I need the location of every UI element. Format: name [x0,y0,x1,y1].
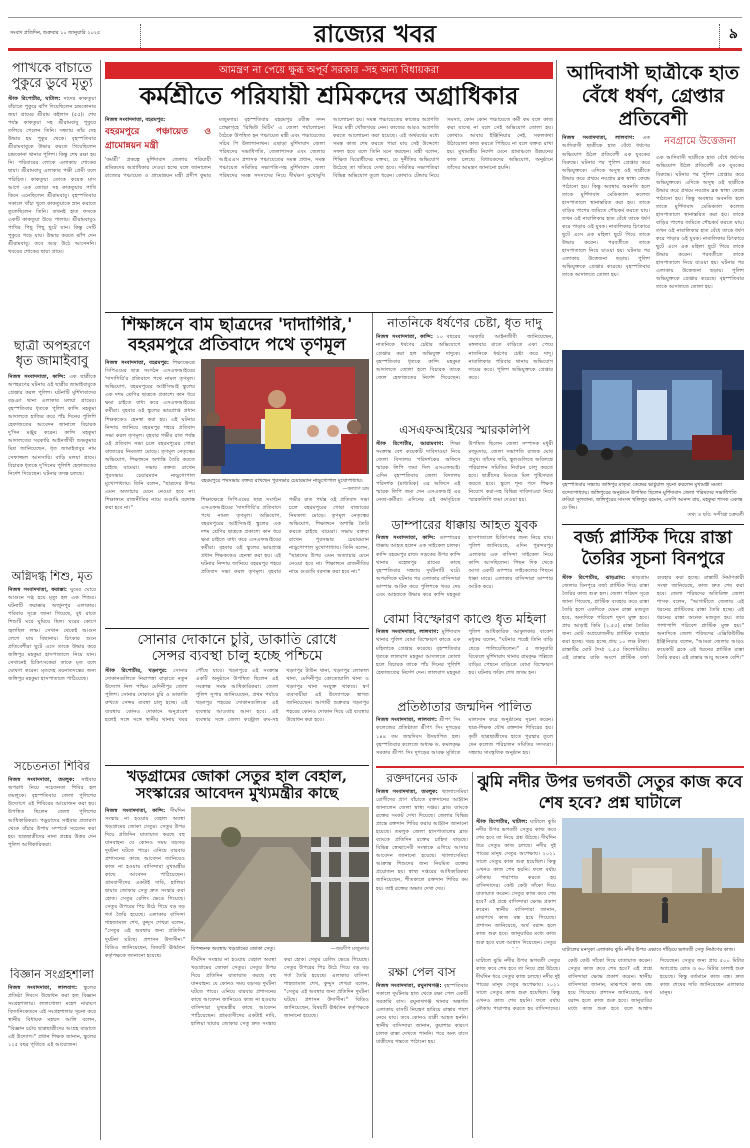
photo-caption: ঘাটালের মনসুকা এলাকায় ঝুমি নদীর উপর এভাবে দাঁড়িয়ে ভগবতী সেতু নির্মাণের কাজ। [562,946,735,953]
section-rule [105,765,369,766]
headline: এসএফআইয়ের স্মারকলিপি [399,424,530,437]
story-rasta [562,528,744,764]
story-bigyan [8,968,96,1140]
story-karmashree [105,82,553,308]
dateline: নিজস্ব সংবাদদাতা, বহরমপুর: [105,360,169,367]
photo-caption: বিপজ্জনক অবস্থায় খড়গ্রামের জোকা সেতু। [191,945,275,952]
story-body [8,984,96,1049]
dateline: স্টাফ রিপোর্টার, ঝাড়গ্রাম: [562,574,626,581]
headline: বোমা বিস্ফোরণ কাণ্ডে ধৃত মহিলা [382,612,547,626]
story-body [105,667,369,757]
body-text: থ্যালাসেমিয়া রোগীদের প্রাণ বাঁচাতে রক্তদানের আহ্বান জানালেন জেলা স্বাস্থ্য দপ্তর। ব্লাড ব্যাংকে রক্তের সংকট দেখা দিয়েছে। জেলার বিভিন্ন প্রান্তে রক্তদান শিবির করার আহ্বান জানানো হয়েছে। তমলুক জেলা হাসপাতালের ব্লাড ব্যাংকে প্রতিদিন রক্তের চাহিদা বাড়ছে। বিভিন্ন স্বেচ্ছাসেবী সংস্থাকে এগিয়ে আসার আবেদন জানানো হয়েছে। থ্যালাসেমিয়া আক্রান্ত শিশুদের জন্য নিয়মিত রক্তের প্রয়োজন হয়। স্বাস্থ্য দপ্তরের আধিকারিকরা জানিয়েছেন, শীতকালে রক্তদান শিবির কম হয়। তাই রক্তের অভাব দেখা দেয়। [376,788,468,892]
photo-caption: বৃহস্পতিবার সন্ধ্যায় জঙ্গিপুর মাতৃমা কেন্দ্রের ভার্চুয়াল সূচনা করলেন মুখ্যমন্ত্রী মমতা বন্দ্যোপাধ্যায়। জঙ্গিপুরের অনুষ্ঠানে উপস্থিত ছিলেন মুর্শিদাবাদ জেলা পরিষদের সভাধিপতি রুবিয়া সুলতানা, জঙ্গিপুরের সাংসদ খলিলুর রহমান, এসপি আনন্দ রায়, মহকুমা শাসক একান্ত ঢে সিং। [562,482,743,511]
body-text: 'কর্মশ্রী' প্রকল্পে মুর্শিদাবাদ জেলার পরিযায়ী শ্রমিকদের অগ্রাধিকার দেওয়া হচ্ছে বলে জানালেন রাজ্যের পঞ্চায়েত ও গ্রামোন্নয়ন মন্ত্রী প্রদীপ কুমার মজুমদার। বৃহস্পতিবার বহরমপুর রবীন্দ্র সদন প্রেক্ষাগৃহে 'রিভিউ মিটিং' এ জেলা পর্যালোচনা বৈঠকে উপস্থিত হন পঞ্চায়েত মন্ত্রী এবং পঞ্চায়েতের সচিব পি উলাগানাথন। এছাড়া মুর্শিদাবাদ জেলা পরিষদের সভাধিপতি, জেলাশাসক এবং জেলার আইএএস প্রশাসক পঞ্চায়েতের সমস্ত প্রধান, সমস্ত পঞ্চায়েত সমিতির সভাপতি-সহ মুর্শিদাবাদ জেলা পরিষদের সমস্ত সদস্যদের নিয়ে দীর্ঘক্ষণ মুখোমুখি আলোচনা হয়। সমস্ত পঞ্চায়েতের কাজের অগ্রগতি নিয়ে মন্ত্রী খোঁজখবর নেন। কাজের আরও অগ্রগতি করতে আলোচনা করা হয়েছে। এই অর্থবর্ষের মধ্যে সমস্ত কাজ শেষ করতে পারা যায় সেই উদ্দেশ্যে সফল হবে বলে তিনি মনে করছেন। মন্ত্রী বলেন, শিক্ষিত বিরোধীদের বক্তব্য, যে দুর্নীতির অভিযোগ উঠেছে তা খতিয়ে দেখা হবে। সমিতির সভাপতিরা বিভিন্ন অভিযোগ তুলে ধরেন। কোথাও টেন্ডার নিয়ে সমস্যা, কোন কোন পঞ্চায়েতে কর্মী কম বলে কাজ করা যাচ্ছে না বলে সেই অভিযোগ তোলা হয়। কোথাও আবার ইঞ্জিনিয়ার নেই, সকলকথা উঠায়োলা কাজ করতে পিছিয়ে না বলে বক্তব্য রাখা হয়। মুখ্যমন্ত্রীর নির্দেশ মেনে গ্রামাঞ্চলে উন্নয়নের কাজ চলছে। বিধায়কদের অভিযোগ, অনুষ্ঠানে তাঁদের আমন্ত্রণ জানানো হয়নি। [105,116,553,180]
kicker: নবগ্রামে উত্তেজনা [664,136,736,148]
body-text: এক আদিবাসী ছাত্রীকে হাত বেঁধে ধর্ষণের অভিযোগ উঠল প্রতিবেশী এক যুবকের বিরুদ্ধে। ঘটনার পর পুলিশ গ্রেপ্তার করে অভিযুক্তকে। এদিকে অসুস্থ ওই ছাত্রীকে উদ্ধার করে প্রথমে নবগ্রাম ব্লক স্বাস্থ্য কেন্দ্রে পাঠানো হয়। কিন্তু অবস্থার অবনতি হলে তাকে মুর্শিদাবাদ মেডিক্যাল কলেজ হাসপাতালে স্থানান্তরিত করা হয়। তাকে বাড়ির পাশের জমিতে শৌচকর্ম করতে যায়। তখন ওই নাবালিকার হাত বেঁধে তাকে ধর্ষণ করে পাড়ার ওই যুবক। নাবালিকার চিৎকারে ছুটে এসে এক মহিলা ছুটে গিয়ে তাকে উদ্ধার করেন। পরবর্তীতে তাকে হাসপাতালে নিয়ে যাওয়া হয়। ঘটনার পর এলাকায় উত্তেজনা ছড়ায়। পুলিশ অভিযুক্তকে গ্রেপ্তার করেছে। বৃহস্পতিবার তাকে আদালতে তোলা হয়। [656,155,744,291]
photo-credit: —জয়দীপ মজুমদার [330,945,369,952]
rally-photo [201,359,369,474]
column-divider [472,772,473,1138]
section-rule [105,628,369,629]
story-pakhi [8,62,96,312]
story-raktadan [376,772,468,962]
story-body [105,807,185,1132]
headline: ঝুমি নদীর উপর ভগবতী সেতুর কাজ কবে শেষ হবে? প্রশ্ন ঘাটালে [477,772,743,812]
dateline: নিজস্ব সংবাদদাতা, লালবাগ: [562,135,635,142]
hospital-photo-image [562,350,744,480]
story-body [105,116,553,306]
photo-credit: —কল্যাণ চন্দ্র [342,485,369,492]
headline: রক্ষা পেল বাস [388,966,456,979]
body-text: দাদের কাকতুয়া বাঁচাতে পুকুরে ঝাঁপ দিয়েছিলেন চন্দ্রকোনার জয়া গ্রামের শ্রীরাম কইলাস (৫৫)। শেষ পর্যন্ত কাকতুয়া সহ শ্রীরামবাবু পুকুরে তলিয়ে গেলেন তিনি। সন্ধ্যায় তাঁর দেহ উদ্ধার হয় পুকুর থেকে। বৃহস্পতিবার শ্রীরামবাবুকে উদ্ধার করতে গিয়েছিলেন চন্দ্রকোনা থানার পুলিশ। কিন্তু শেষ রক্ষা হয় নি। পরিবারের লোকে এলাকায় শোকের ছায়া। শ্রীরামবাবু এলাকার পক্ষী প্রেমী বলে পরিচিত। কাকতুয়া তোকে কয়েক মাস আগে এক জোড়া সহ কাকতুয়ার পাখি কিনে এনেছিলেন শ্রীরামবাবু। বৃহস্পতিবার সকালে খাঁচা খুলে কাকতুয়াকে স্নান করাতে তুলেছিলেন তিনি। তখনই হাত ফসকে একটি কাকতুয়া উড়ে পালায়। শ্রীরামবাবুও পাখির পিছু পিছু ছুটে যান। কিন্তু সেটি পুকুরে পড়ে যায়। উদ্ধার করতে ঝাঁপ দেন শ্রীরামবাবু। তবে আর উঠে আসেননি। খবরের শোকের ছায়া গ্রামে। [8,95,96,256]
story-pratishthata [376,700,553,762]
story-body [105,359,195,621]
dateline: নিজস্ব সংবাদদাতা, কান্দি: [105,807,166,814]
story-body [562,574,744,754]
headline-line-2: সংস্কারের আবেদন মুখ্যমন্ত্রীর কাছে [135,784,339,803]
story-body [376,982,468,1134]
body-text: শিক্ষা সংক্রান্ত বেশ কয়েকটি দাবিদাওয়া নিয়ে জেলা বিদ্যালয় পরিদর্শকের অফিসে স্মারক লিপি জমা দিল এসএফআই। এদিন বৃহস্পতিবার জেলা বিদ্যালয় পরিদর্শক (মাধ্যমিক) এর অফিসে এই স্মারক লিপি জমা দেন এসএফআই এর নেতা-কর্মীরা। এদিনের এই কর্মসূচিতে উপস্থিত ছিলেন জেলা সম্পাদক মধুরী মজুমদার, জেলা সভাপতি রাজক ঘোষ প্রমুখ। তাঁদের দাবি, স্কুলগুলিতে অবিলম্বে পরিচালন সমিতির নির্বাচন চালু করতে হবে। ছাত্রীদের মিডডে মিল পুষ্টিসম্মত করতে হবে। স্কুলে শূন্য পদে শিক্ষক নিয়োগ করা-সহ বিভিন্ন দাবিদাওয়া নিয়ে স্মারকলিপি জমা দেওয়া হয়। [376,440,553,504]
hospital-caption [562,482,744,522]
photo-caption: বহরমপুরে পথসভায় বক্তব্য রাখছেন পুরসভার চেয়ারম্যান নাড়ুগোপাল মুখোপাধ্যায়। [201,478,363,485]
dateline: স্টাফ রিপোর্টার, ঘাটাল: [476,818,528,825]
masthead [8,17,742,51]
story-natni [376,316,553,416]
headline-line-2: সেন্সর ব্যবস্থা চালু হচ্ছে পশ্চিমে [151,648,323,665]
headline: প্রতিষ্ঠাতার জন্মদিন পালিত [397,700,532,714]
dateline: নিজস্ব সংবাদদাতা, লালবাগ: [376,717,437,724]
headline: সচেতনতা শিবির [14,760,90,773]
headline: ছাত্রী অপহরণে ধৃত জামাইবাবু [13,340,91,369]
section-rule-red [376,766,744,768]
story-body [376,440,553,510]
dateline: নিজস্ব সংবাদদাতা, কান্দি: [376,535,436,542]
dateline: নিজস্ব সংবাদদাতা, লালবাগ: [8,985,78,992]
body-text: স্কুলের প্রতিষ্ঠা দিবসে উদ্বোধন করা হল বিজ্ঞান সংগ্রহশালার। লালগোলা মহেশ নারায়ণ বিদ্যানিকেতনে এই সংগ্রহশালার সূচনা করে স্থানীয় বিধায়ক মহম্মদ আলি বলেন, "বিজ্ঞান চর্চায় ছাত্রছাত্রীদের আগ্রহ বাড়াতে এই উদ্যোগ।" প্রধান শিক্ষক জানান, স্কুলের ১২৫ বছর পূর্তিতে এই আয়োজন। [8,985,96,1048]
story-adivasi [562,62,744,347]
story-boma [376,612,553,698]
body-text: ডাম্পারের ধাক্কায় আহত হলেন এক সাইকেল চালক। কান্দি বহরমপুর রাজ্য সড়কের উপর কান্দি থানার মহেন্দ্রপুর গ্রামের কাছে বৃহস্পতিবার সন্ধ্যায় দুর্ঘটনাটি ঘটে। অপরদিকে ঘটনার পর এলাকার বাসিন্দারা ডাম্পার আটক করে পুলিশকে খবর দেয় এবং আহতকে উদ্ধার করে কান্দি মহকুমা হাসপাতালে চিকিৎসার জন্য নিয়ে যায়। পুলিশ জানিয়েছে, এদিন পুরন্দরপুর এলাকার এক বাসিন্দা সাইকেল নিয়ে কান্দি আসছিলেন। পিছন দিক থেকে আসা একটি ডাম্পার সাইকেলের পিছনে ধাক্কা মারে। এলাকার বাসিন্দারা ডাম্পার আটক করে। [376,535,553,598]
story-body-continued [656,154,744,347]
story-body-continued [476,957,744,1125]
column-divider [556,60,557,765]
body-text: মুর্শিদাবাদ থানার পুলিশ বোমা বিস্ফোরণ কাণ্ডে এক মহিলাকে গ্রেপ্তার করেছে। বৃহস্পতিবার ধৃতকে লালবাগ মহকুমা আদালতে তোলা হলে বিচারক তাকে পাঁচ দিনের পুলিশি হেফাজতের নির্দেশ দেন। লালবাগ মহকুমা পুলিশ আধিকারিক আকুলকার বাকেশ মধুকর বলেন, "ঘটনার পরেই তিনি বাড়ি ছেড়ে পালিয়েছিলেন।" ৫ জানুয়ারি বিকেলে মুর্শিদাবাদ থানার রামকৃষ্ণ পল্লিতে বাড়ির পেছনে বাড়িতে বোমা বিস্ফোরণ হয়। ঘটনায় ফরিদ শেখ জখম হন। [376,629,553,676]
dateline: স্টাফ রিপোর্টার, খড়্গপুর: [105,668,167,675]
story-jhumi [476,772,744,1140]
story-body-continued [201,496,369,616]
story-sfi [376,424,553,514]
dateline: নিজস্ব সংবাদদাতা, ফরাক্কা: [8,587,67,594]
story-body [376,716,553,760]
body-text: এক আদিবাসী ছাত্রীকে হাত বেঁধে ধর্ষণের অভিযোগ উঠল প্রতিবেশী এক যুবকের বিরুদ্ধে। ঘটনার পর পুলিশ গ্রেপ্তার করে অভিযুক্তকে। এদিকে অসুস্থ ওই ছাত্রীকে উদ্ধার করে প্রথমে নবগ্রাম ব্লক স্বাস্থ্য কেন্দ্রে পাঠানো হয়। কিন্তু অবস্থার অবনতি হলে তাকে মুর্শিদাবাদ মেডিক্যাল কলেজ হাসপাতালে স্থানান্তরিত করা হয়। তাকে বাড়ির পাশের জমিতে শৌচকর্ম করতে যায়। তখন ওই নাবালিকার হাত বেঁধে তাকে ধর্ষণ করে পাড়ার ওই যুবক। নাবালিকার চিৎকারে ছুটে এসে এক মহিলা ছুটে গিয়ে তাকে উদ্ধার করেন। পরবর্তীতে তাকে হাসপাতালে নিয়ে যাওয়া হয়। ঘটনার পর এলাকায় উত্তেজনা ছড়ায়। পুলিশ অভিযুক্তকে গ্রেপ্তার করেছে। বৃহস্পতিবার তাকে আদালতে তোলা হয়। [562,135,650,279]
headline: খড়গ্রামের জোকা সেতুর হাল বেহাল, [126,768,348,785]
jokha-bridge-photo [191,807,369,942]
headline: আদিবাসী ছাত্রীকে হাত বেঁধে ধর্ষণ, গ্রেপ্তার প্রতিবেশী [567,62,739,130]
body-text: ঘুমের ঘোরে আগুনে দগ্ধ হয়ে মৃত্যু হল এক শিশুর। ঘটনাটি ফরাক্কার অর্জুনপুর এলাকার। পরিবার সূত্রে জানা গিয়েছে, বুধ রাতে শিশুটি ঘরে ঘুমিয়ে ছিল। ঘরের কোণে জ্বলছিল লম্ফ। সেখান থেকেই আগুন লেগে যায় বিছানায়। চিৎকার শুনে প্রতিবেশীরা ছুটে এসে তাকে উদ্ধার করে জঙ্গিপুর মহকুমা হাসপাতালে নিয়ে যান। সেখানেই চিকিৎসকেরা তাকে মৃত বলে ঘোষণা করেন। মৃতদেহ ময়নাতদন্তের জন্য জঙ্গিপুর মহকুমা হাসপাতালে পাঠিয়েছে। [8,587,96,682]
headline: বর্জ্য প্লাস্টিক দিয়ে রাস্তা তৈরির সূচনা বিনপুরে [573,528,733,570]
story-body-continued [191,956,369,1131]
dateline: নিজস্ব সংবাদদাতা, তমলুক: [376,788,438,795]
subheadline: বহরমপুরে পঞ্চায়েত ও গ্রামোন্নয়ন মন্ত্রী [105,126,211,151]
headline: সোনার দোকানে চুরি, ডাকাতি রোধে [137,632,337,648]
body-text: ঘাটালে ঝুমি নদীর উপর ভগবতী সেতুর কাজ কবে শেষ হবে তা নিয়ে প্রশ্ন উঠছে। দীর্ঘদিন ধরে সেতুর কাজ চলছে। নদীর দুই পারের মানুষ সেতুর অপেক্ষায়। ২০২১ সালে সেতুর কাজ শুরু হয়েছিল। কিন্তু এখনও কাজ শেষ হয়নি। ফলে বর্ষায় নৌকায় পারাপার করতে হয় বাসিন্দাদের। কেউ কেউ সাঁকো দিয়ে যাতায়াত করেন। সেতুর কাজ কবে শেষ হবে? এই প্রশ্নে বাসিন্দারা ক্ষোভ প্রকাশ করেন। স্থানীয় বাসিন্দারা জানান, মাঝপথে কাজ বন্ধ হয়ে গিয়েছে। প্রশাসন জানিয়েছে, অর্থ বরাদ্দ হলে কাজ শুরু হবে। জানুয়ারির মধ্যে কাজ শুরু হবে বলে আশ্বাস দিয়েছেন। সেতুর জন্য প্রায় ৫০০ মিটার অ্যাপ্রোচ রোড ও ৬০ মিটার ঢালাই শুরু হয়েছে। কিন্তু বর্তমানে কাজ বন্ধ। দ্রুত কাজ শেষের দাবি জানিয়েছেন এলাকার মানুষ। [476,958,744,1013]
story-body [376,788,468,956]
story-body [8,776,96,849]
body-text: শিক্ষাক্ষেত্রে সিপিএমের ছাত্র সংগঠন এসএফআইয়ের 'দাদাগিরি'র প্রতিবাদে পথে নামল তৃণমূল। অভিযোগ, বহরমপুরের আইসিআই স্কুলের এক দশম শ্রেণির ছাত্রকে প্রকাশ্যে কান ধরে ক্ষমা চাইতে বাধ্য করে এসএফআইয়ের কর্মীরা। বৃহবার ওই স্কুলের ভারপ্রাপ্ত প্রধান শিক্ষককেও হেনস্থা করা হয়। এই ঘটনার নিন্দায় জানিয়ে বহরমপুর শহরে প্রতিবাদ সভা করল তৃণমূল। বৃহবার গভীর রাত পর্যন্ত ওই প্রতিবাদ সভা চলে বহরমপুরের গোরা বাজারের নিমতলা মোড়ে। তৃণমূল নেতৃত্বের অভিযোগ, শিক্ষাঙ্গনে অশান্তি তৈরি করতে চাইছে বামেরা। সভায় বক্তব্য রাখেন পুরসভার চেয়ারম্যান নাড়ুগোপাল মুখোপাধ্যায়। তিনি বলেন, "ছাত্রদের উপর এমন অত্যাচার মেনে নেওয়া হবে না। শিক্ষাঙ্গনে রাজনীতির নামে গুণ্ডামি বরদাস্ত করা হবে না।" [201,496,369,576]
body-text: বৃহস্পতিবার সকালে দুর্ঘটনার হাত থেকে রক্ষা পেল একটি সরকারি বাস। রঘুনাথগঞ্জ থানার অন্তর্গত এলাকায় বাসটি নিয়ন্ত্রণ হারিয়ে রাস্তার পাশে নেমে যায়। তবে কোনও যাত্রী আহত হননি। স্থানীয় বাসিন্দারা জানান, কুয়াশার কারণে চালক রাস্তা দেখতে পাননি। পরে অন্য বাসে যাত্রীদের গন্তব্যে পাঠানো হয়। [376,982,468,1046]
section-rule [562,524,744,525]
dateline: নিজস্ব সংবাদদাতা, তমলুক: [8,777,75,784]
body-text: ঘাটালে ঝুমি নদীর উপর ভগবতী সেতুর কাজ কবে শেষ হবে তা নিয়ে প্রশ্ন উঠছে। দীর্ঘদিন ধরে সেতুর কাজ চলছে। নদীর দুই পারের মানুষ সেতুর অপেক্ষায়। ২০২১ সালে সেতুর কাজ শুরু হয়েছিল। কিন্তু এখনও কাজ শেষ হয়নি। ফলে বর্ষায় নৌকায় পারাপার করতে হয় বাসিন্দাদের। কেউ কেউ সাঁকো দিয়ে যাতায়াত করেন। সেতুর কাজ কবে শেষ হবে? এই প্রশ্নে বাসিন্দারা ক্ষোভ প্রকাশ করেন। স্থানীয় বাসিন্দারা জানান, মাঝপথে কাজ বন্ধ হয়ে গিয়েছে। প্রশাসন জানিয়েছে, অর্থ বরাদ্দ হলে কাজ শুরু হবে। জানুয়ারির মধ্যে কাজ শুরু হবে বলে আশ্বাস দিয়েছেন। সেতুর [476,818,556,946]
story-body [8,586,96,683]
dateline: নিজস্ব সংবাদদাতা, বহরমপুর: [105,116,166,123]
body-text: দীর্ঘদিন সংস্কার না হওয়ায় বেহাল অবস্থা খড়গ্রামের জোকা সেতুর। সেতুর উপর দিয়ে প্রতিদিন যাতায়াত করছে বহু যানবাহন। যে কোনও সময় বড়সড় দুর্ঘটনা ঘটতে পারে। এনিয়ে বারবার প্রশাসনের কাছে আবেদন জানিয়েও কাজ না হওয়ায় বাসিন্দারা মুখ্যমন্ত্রীর কাছে আবেদন পাঠিয়েছেন। গ্রামবাসীদের একটাই দাবি, হালিয়া ছায়ার জোকার সেতু দ্রুত সংস্কার করা হোক। সেতুর রেলিং ভেঙে গিয়েছে। সেতুর উপরের পিচ উঠে গিয়ে বড় বড় গর্ত তৈরি হয়েছে। এলাকার বাসিন্দা শাহজামাল শেখ, কুদ্দুস শেখরা বলেন, "সেতুর এই অবস্থার জন্য প্রতিদিন দুর্ঘটনা ঘটছে। প্রশাসন উদাসীন।" বিডিও জানিয়েছেন, বিষয়টি ঊর্ধ্বতন কর্তৃপক্ষকে জানানো হয়েছে। [191,956,369,1027]
dateline: নিজস্ব সংবাদদাতা, কান্দি: [376,334,433,341]
story-sonar [105,632,369,762]
story-dumper [376,518,553,610]
headline: বিজ্ঞান সংগ্রহশালা [10,968,94,981]
section-rule [105,312,553,313]
body-text: সাইবার অপরাধ নিয়ে সচেতনতা শিবির হল তমলুকে। বৃহস্পতিবার জেলা পুলিশের উদ্যোগে এই শিবিরের আয়োজন করা হয়। উপস্থিত ছিলেন জেলা পুলিশের আধিকারিকরা। পড়ুয়াদের সাইবার প্রতারণা থেকে বাঁচার উপায় সম্পর্কে সচেতন করা হয়। ছাত্রছাত্রীদের নানা প্রশ্নের উত্তর দেন পুলিশ আধিকারিকরা। [8,777,96,848]
column-divider [100,60,101,1140]
story-raksha [376,966,468,1140]
headline: কর্মশ্রীতে পরিযায়ী শ্রমিকদের অগ্রাধিকার [139,82,519,110]
issue-date: সংবাদ প্রতিদিন, শুক্রবার ১০ জানুয়ারি ২০২৫ [10,30,101,36]
story-body [376,534,553,606]
masthead-divider [719,24,720,48]
body-text: শিক্ষাক্ষেত্রে সিপিএমের ছাত্র সংগঠন এসএফআইয়ের 'দাদাগিরি'র প্রতিবাদে পথে নামল তৃণমূল। অভিযোগ, বহরমপুরের আইসিআই স্কুলের এক দশম শ্রেণির ছাত্রকে প্রকাশ্যে কান ধরে ক্ষমা চাইতে বাধ্য করে এসএফআইয়ের কর্মীরা। বৃহবার ওই স্কুলের ভারপ্রাপ্ত প্রধান শিক্ষককেও হেনস্থা করা হয়। এই ঘটনার নিন্দায় জানিয়ে বহরমপুর শহরে প্রতিবাদ সভা করল তৃণমূল। বৃহবার গভীর রাত পর্যন্ত ওই প্রতিবাদ সভা চলে বহরমপুরের গোরা বাজারের নিমতলা মোড়ে। তৃণমূল নেতৃত্বের অভিযোগ, শিক্ষাঙ্গনে অশান্তি তৈরি করতে চাইছে বামেরা। সভায় বক্তব্য রাখেন পুরসভার চেয়ারম্যান নাড়ুগোপাল মুখোপাধ্যায়। তিনি বলেন, "ছাত্রদের উপর এমন অত্যাচার মেনে নেওয়া হবে না। শিক্ষাঙ্গনে রাজনীতির নামে গুণ্ডামি বরদাস্ত করা হবে না।" [105,360,195,512]
story-sachetanata [8,760,96,965]
section-title: রাজ্যের খবর [313,19,437,48]
photo-credit: তথ্য ও ছবি: সন্দীপ্তা চক্রবর্তী [687,512,744,518]
body-text: এক ছাত্রীকে অপহরণের ঘটনায় ওই ছাত্রীর জামাইবাবুকে গ্রেপ্তার করল পুলিশ। ঘটনাটি মুর্শিদাবাদের বড়ঞা থানা এলাকার মলয়া গ্রামের। বৃহস্পতিবার ধৃতকে পুলিশ কান্দি মহকুমা আদালতে হাজির করে পাঁচ দিনের পুলিশি হেফাজতের আবেদন জানালে বিচারক দু'দিন মঞ্জুর করেন। কান্দি মহকুমা আদালতের সরকারি আইনজীবী শুভকুমার মিশ্র জানিয়েছেন, ধৃত জামাইবাবুর নাম সেফাজ্জল আনসারি। বাড়ি মলয়া গ্রামে। বিচারক ধৃতকে দু'দিনের পুলিশি হেফাজতের নির্দেশ দিয়েছেন। ঘটনার তদন্ত চলছে। [8,373,96,477]
bridge-photo [562,818,744,943]
headline: অগ্নিদগ্ধ শিশু, মৃত [11,570,93,583]
headline: পাখিকে বাঁচাতে পুকুরে ডুবে মৃত্যু [11,62,93,91]
story-body [8,95,96,256]
dateline: স্টাফ রিপোর্টার, আরামবাগ: [376,440,444,447]
dateline: স্টাফ রিপোর্টার, ঘাটাল: [8,95,61,102]
story-body [562,134,650,347]
story-agnidagdha [8,570,96,750]
story-dadagiri [105,316,369,628]
story-banner: আমন্ত্রণ না পেয়ে ক্ষুব্ধ অপূর্ব সরকার -সহ অন্য বিধায়করা [105,62,553,79]
story-body [8,373,96,478]
dateline: নিজস্ব সংবাদদাতা, রঘুনাথগঞ্জ: [376,982,442,989]
masthead-red-rule [8,48,742,51]
dateline: নিজস্ব সংবাদদাতা, কান্দি: [8,373,66,380]
headline: নাতনিকে ধর্ষণের চেষ্টা, ধৃত দাদু [387,316,542,330]
body-text: দীর্ঘদিন সংস্কার না হওয়ায় বেহাল অবস্থা খড়গ্রামের জোকা সেতুর। সেতুর উপর দিয়ে প্রতিদিন যাতায়াত করছে বহু যানবাহন। যে কোনও সময় বড়সড় দুর্ঘটনা ঘটতে পারে। এনিয়ে বারবার প্রশাসনের কাছে আবেদন জানিয়েও কাজ না হওয়ায় বাসিন্দারা মুখ্যমন্ত্রীর কাছে আবেদন পাঠিয়েছেন। গ্রামবাসীদের একটাই দাবি, হালিয়া ছায়ার জোকার সেতু দ্রুত সংস্কার করা হোক। সেতুর রেলিং ভেঙে গিয়েছে। সেতুর উপরের পিচ উঠে গিয়ে বড় বড় গর্ত তৈরি হয়েছে। এলাকার বাসিন্দা শাহজামাল শেখ, কুদ্দুস শেখরা বলেন, "সেতুর এই অবস্থার জন্য প্রতিদিন দুর্ঘটনা ঘটছে। প্রশাসন উদাসীন।" বিডিও জানিয়েছেন, বিষয়টি ঊর্ধ্বতন কর্তৃপক্ষকে জানানো হয়েছে। [105,807,185,959]
headline: শিক্ষাঙ্গনে বাম ছাত্রদের 'দাদাগিরি,' [121,316,353,335]
body-text: ঝাড়গ্রাম জেলার বিনপুরে বর্জ্য প্লাস্টিক দিয়ে রাস্তা তৈরির কাজ শুরু হল। জেলা পরিষদ সূত্রে জানা গিয়েছে, প্লাস্টিক ব্যবহার করে রাস্তা তৈরি হলে একদিকে যেমন রাস্তা মজবুত হবে, অন্যদিকে পরিবেশ দূষণ মুক্ত হবে। প্রায় আড়াই কিমি (২.৫৫) রাস্তা তৈরির জন্য মোট অপ্রয়োজনীয় প্লাস্টিক ব্যবহার করা হচ্ছে। খরচ হচ্ছে প্রায় ১০ লক্ষ টাকা। রাস্তাটির মোট দৈর্ঘ্য ২.৫৫ কিলোমিটার। এই রাস্তার বাকি অংশে প্লাস্টিক বর্জ্য ব্যবহার করা হচ্ছে। রাস্তাটি নির্মাণকারী সংস্থা জানিয়েছে, কাজ দ্রুত শেষ করা হবে। জেলা পরিষদের অতিরিক্ত জেলা শাসক বলেন, "আগামীতে জেলায় এই ধরনের প্লাস্টিকের রাস্তা তৈরি হচ্ছে। এই ধরনের রাস্তা অনেক মজবুত হয়। তার পাশাপাশি পরিবেশ প্লাস্টিক মুক্ত হয়।" অন্যদিকে জেলা পরিষদের এক্সিকিউটিভ ইঞ্জিনিয়ার বলেন, "আমরা জেলার আরও কয়েকটি ব্লকে এই ধরনের প্লাস্টিক রাস্তা তৈরি করব। এই রাস্তার আয়ু অনেক বেশি।" [562,574,744,662]
story-jamaibabu [8,340,96,558]
body-text: ১০ বছরের নাতনিকে ধর্ষণের চেষ্টার অভিযোগে গ্রেপ্তার করা হল অভিযুক্ত দাদুকে। বৃহস্পতিবার ধৃতকে কান্দি মহকুমা আদালতে তোলা হলে বিচারক তাকে জেল হেফাজতের নির্দেশ দিয়েছেন। সরকারি আইনজীবী জানিয়েছেন, মঙ্গলবার রাতে বাড়িতে একা পেয়ে নাতনিকে ধর্ষণের চেষ্টা করে দাদু। নাবালিকার পরিবার থানায় অভিযোগ দায়ের করে। পুলিশ অভিযুক্তকে গ্রেপ্তার করে। [376,334,553,381]
headline: রক্তদানের ডাক [386,772,458,785]
story-body [476,818,556,948]
headline: ডাম্পারের ধাক্কায় আহত যুবক [391,518,538,532]
hospital-photo [562,350,744,480]
dateline: নিজস্ব সংবাদদাতা, লালবাগ: [376,629,439,636]
headline-line-2: বহরমপুরে প্রতিবাদে পথে তৃণমূল [128,334,346,355]
body-text: সোনার দোকানগুলিতে নিরাপত্তা বাড়াতে নতুন উদ্যোগ নিল পশ্চিম মেদিনীপুর জেলা পুলিশ। সোনার দোকানে চুরি ও ডাকাতি রুখতে সেন্সর ব্যবস্থা চালু হচ্ছে। এই ব্যবস্থায় কোনও দোকানে অনুপ্রবেশ হলেই সঙ্গে সঙ্গে স্থানীয় থানায় খবর পৌঁছে যাবে। খড়্গপুরে এই সংক্রান্ত একটি অনুষ্ঠানে উপস্থিত ছিলেন এই সংক্রান্ত সমস্ত আধিকারিকরা। জেলা পুলিশ সুপার জানিয়েছেন, প্রথম পর্যায়ে খড়্গপুর শহরের দোকানগুলিকে এই ব্যবস্থার আওতায় আনা হবে। এই ব্যবস্থার সঙ্গে জেলা কন্ট্রোল রুম-সহ খড়্গপুর টাউন থানা, খড়্গপুর লোকাল থানা, মেদিনীপুর কোতোয়ালি থানা ও খড়্গপুর থানা সংযুক্ত থাকবে। স্বর্ণ ব্যবসায়ীরা এই উদ্যোগকে স্বাগত জানিয়েছেন। আগামী শুক্রবার খড়্গপুর শহরের কোনও দোকান দিয়ে এই ব্যবস্থার উদ্বোধন করা হবে। [105,668,369,723]
story-khargram [105,768,369,1140]
story-body [376,628,553,694]
page-number: ৯ [728,26,738,42]
story-body [376,333,553,411]
body-text: শ্রীপৎ সিং কলেজের প্রতিষ্ঠাতা শ্রীপৎ সিং দুগড়ের ১৪৪ তম জন্মদিবস উদযাপিত হল। বৃহস্পতিবার কলেজে অধ্যক্ষ ড. কমলকৃষ্ণ সরকার শ্রীপৎ সিং দুগড়ের আবক্ষ মূর্তিতে মাল্যদান করে অনুষ্ঠানের সূচনা করেন। ছাত্র-শিক্ষক যৌথ রক্তদান শিবিরের হয়। কৃতী ছাত্রছাত্রীদের হাতে পুরস্কার তুলে দেন কলেজ পরিচালন সমিতির সদস্যরা। সন্ধ্যায় সাংস্কৃতিক অনুষ্ঠান হয়। [376,717,553,756]
column-divider [372,312,373,1138]
